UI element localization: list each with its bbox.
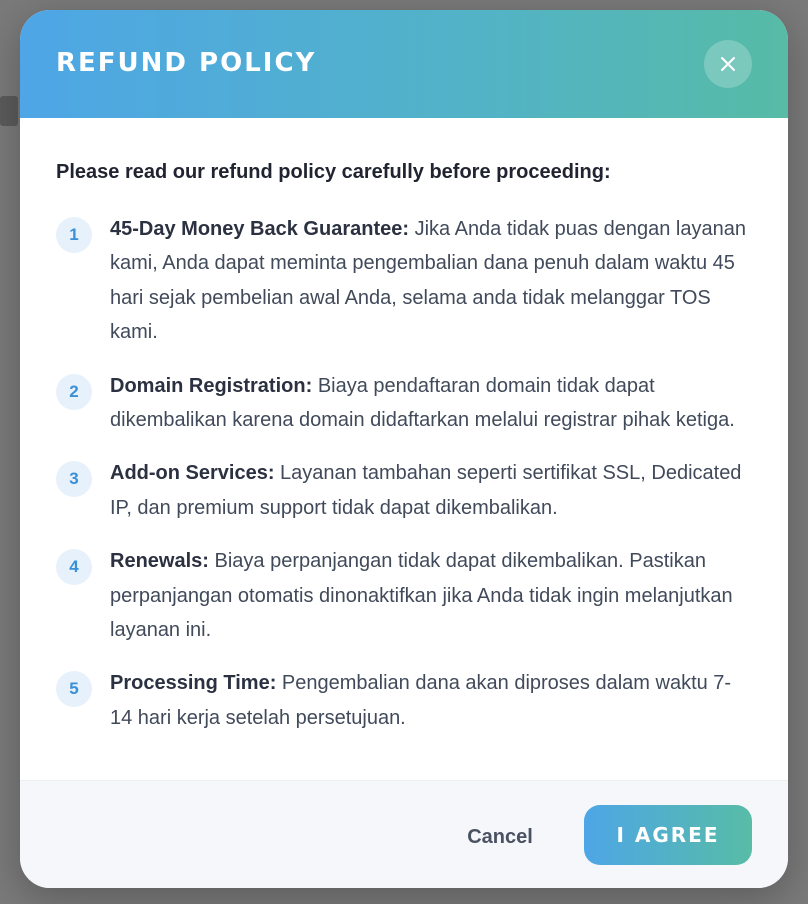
policy-item-title: Processing Time:: [110, 672, 277, 695]
policy-item-text: [110, 666, 746, 735]
policy-item-domain: [56, 369, 746, 438]
agree-button[interactable]: I AGREE: [584, 805, 752, 865]
policy-item-description: Biaya pendaftaran domain tidak dapat dikembalikan karena domain didaftarkan melalui registrar pihak ketiga.: [110, 374, 735, 432]
policy-item-text: [110, 456, 746, 525]
cancel-button[interactable]: Cancel: [440, 811, 560, 863]
policy-item-money-back: [56, 212, 746, 350]
policy-list: [56, 212, 746, 754]
policy-item-description: Pengembalian dana akan diproses dalam waktu 7-14 hari kerja setelah persetujuan.: [110, 672, 732, 729]
policy-item-description: Biaya perpanjangan tidak dapat dikembalikan. Pastikan perpanjangan otomatis dinonaktifkan jika Anda tidak ingin melanjutkan layanan ini.: [110, 550, 733, 642]
number-badge: 5: [56, 671, 92, 707]
policy-intro: Please read our refund policy carefully before proceeding:: [56, 161, 611, 183]
policy-item-text: [110, 544, 746, 647]
number-badge: 4: [56, 549, 92, 585]
modal-title: REFUND POLICY: [56, 48, 317, 78]
number-badge: 2: [56, 374, 92, 410]
modal-footer: [20, 780, 788, 888]
policy-item-text: [110, 369, 746, 438]
number-badge: 3: [56, 461, 92, 497]
policy-item-title: Renewals:: [110, 550, 209, 573]
policy-item-description: Jika Anda tidak puas dengan layanan kami, Anda dapat meminta pengembalian dana penuh dalam waktu 45 hari sejak pembelian awal Anda, selama anda tidak melanggar TOS kami.: [110, 218, 746, 344]
policy-item-processing: [56, 666, 746, 735]
policy-item-description: Layanan tambahan seperti sertifikat SSL, Dedicated IP, dan premium support tidak dapat dikembalikan.: [110, 462, 742, 519]
policy-item-title: Add-on Services:: [110, 462, 275, 485]
policy-item-addons: [56, 456, 746, 525]
policy-item-renewals: [56, 544, 746, 647]
policy-item-title: 45-Day Money Back Guarantee:: [110, 218, 410, 240]
refund-policy-modal: [20, 10, 788, 888]
modal-body: [20, 118, 788, 780]
modal-header: [20, 10, 788, 118]
close-icon: [720, 56, 736, 72]
close-button[interactable]: [704, 40, 752, 88]
policy-item-text: [110, 212, 746, 350]
policy-item-title: Domain Registration:: [110, 374, 313, 397]
background-content-fragment: [0, 96, 18, 126]
number-badge: 1: [56, 217, 92, 253]
